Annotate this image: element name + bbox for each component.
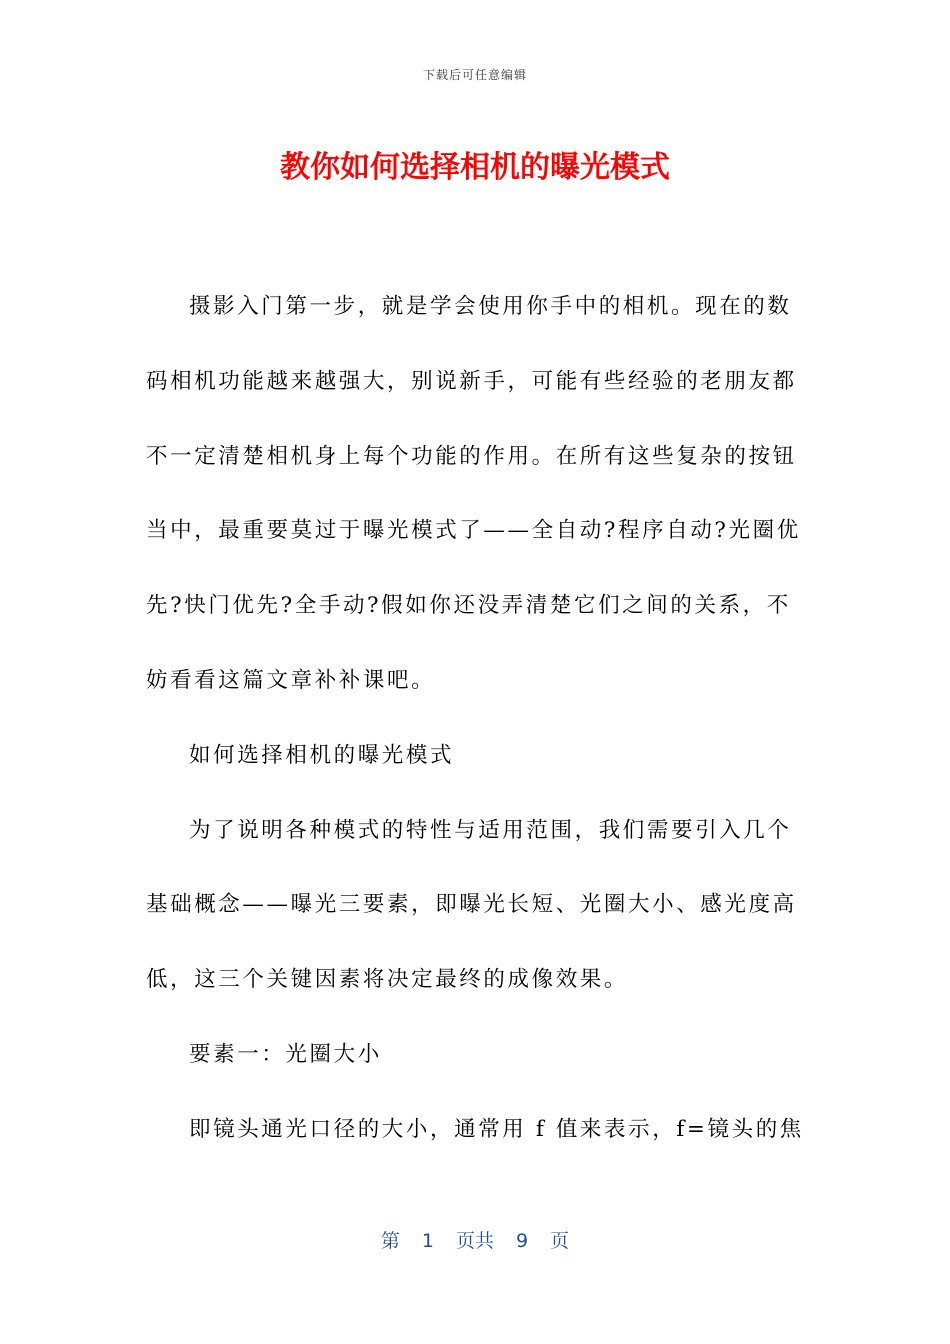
page-footer — [0, 1226, 950, 1253]
paragraph-aperture: 即镜头通光口径的大小，通常用 f 值来表示，f=镜头的焦 — [189, 1116, 804, 1142]
footer-page-prefix: 第 — [380, 1230, 400, 1252]
footer-page-total: 9 — [516, 1230, 529, 1252]
footer-page-middle: 页共 — [455, 1230, 494, 1252]
paragraph-intro: 摄影入门第一步，就是学会使用你手中的相机。现在的数码相机功能越来越强大，别说新手，可能有些经验的老朋友都不一定清楚相机身上每个功能的作用。在所有这些复杂的按钮当中，最重要莫过于曝光模式了——全自动?程序自动?光圈优先?快门优先?全手动?假如你还没弄清楚它们之间的关系，不妨看看这篇文章补补课吧。 — [146, 294, 801, 693]
paragraph-section-heading: 如何选择相机的曝光模式 — [189, 742, 455, 768]
paragraph-concepts: 为了说明各种模式的特性与适用范围，我们需要引入几个基础概念——曝光三要素，即曝光长短、光圈大小、感光度高低，这三个关键因素将决定最终的成像效果。 — [146, 817, 797, 993]
header-note: 下载后可任意编辑 — [422, 68, 527, 82]
paragraph-element-heading: 要素一：光圈大小 — [189, 1041, 382, 1067]
footer-page-current: 1 — [421, 1230, 434, 1252]
document-body — [146, 270, 804, 1168]
document-title: 教你如何选择相机的曝光模式 — [280, 150, 670, 185]
footer-page-suffix: 页 — [550, 1230, 570, 1252]
